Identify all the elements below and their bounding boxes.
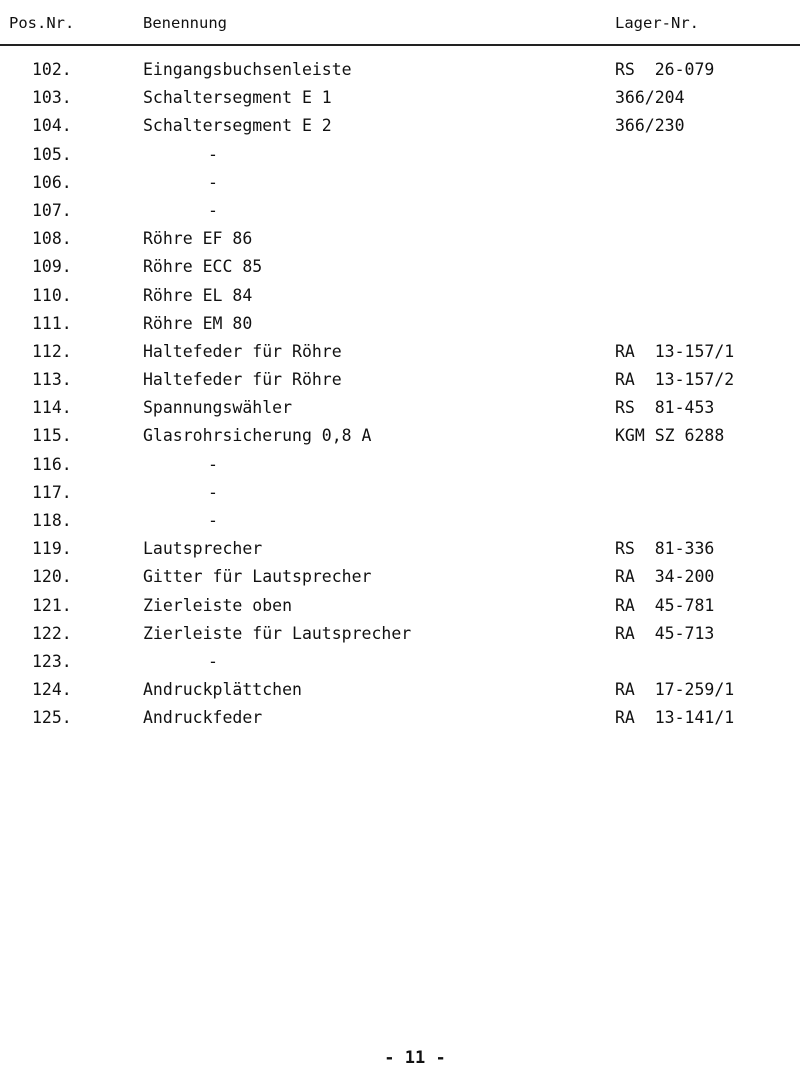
page-number: - 11 - (384, 1048, 446, 1068)
header-benennung: Benennung (143, 14, 227, 32)
table-row (0, 483, 800, 511)
row-lager-nr: 366/204 (615, 88, 685, 108)
row-lager-nr: RA 45-781 (615, 595, 715, 615)
row-benennung: Gitter für Lautsprecher (143, 567, 372, 587)
row-benennung: Spannungswähler (143, 398, 293, 418)
row-pos-nr: 115. (32, 426, 72, 446)
row-lager-nr: RS 81-453 (615, 398, 715, 418)
row-benennung: - (208, 454, 218, 474)
row-benennung: Schaltersegment E 2 (143, 116, 332, 136)
row-benennung: - (208, 482, 218, 502)
row-pos-nr: 109. (32, 257, 72, 277)
row-pos-nr: 121. (32, 595, 72, 615)
header-pos-nr: Pos.Nr. (9, 14, 75, 32)
table-row (0, 173, 800, 201)
row-lager-nr: RA 17-259/1 (615, 680, 735, 700)
row-lager-nr: RA 13-157/2 (615, 370, 735, 390)
header-divider (0, 44, 800, 46)
table-row (0, 539, 800, 567)
table-row (0, 708, 800, 736)
row-benennung: Röhre EF 86 (143, 229, 253, 249)
row-benennung: Zierleiste oben (143, 595, 293, 615)
row-lager-nr: RS 81-336 (615, 539, 715, 559)
table-row (0, 229, 800, 257)
row-benennung: Haltefeder für Röhre (143, 370, 342, 390)
row-pos-nr: 120. (32, 567, 72, 587)
row-lager-nr: RA 13-157/1 (615, 341, 735, 361)
row-benennung: Schaltersegment E 1 (143, 88, 332, 108)
parts-table (0, 60, 800, 737)
table-row (0, 286, 800, 314)
row-lager-nr: 366/230 (615, 116, 685, 136)
row-pos-nr: 104. (32, 116, 72, 136)
row-pos-nr: 112. (32, 341, 72, 361)
row-benennung: Andruckplättchen (143, 680, 302, 700)
table-row (0, 567, 800, 595)
table-row (0, 145, 800, 173)
row-benennung: Zierleiste für Lautsprecher (143, 623, 412, 643)
row-pos-nr: 113. (32, 370, 72, 390)
row-pos-nr: 117. (32, 482, 72, 502)
table-row (0, 314, 800, 342)
row-pos-nr: 107. (32, 200, 72, 220)
row-benennung: - (208, 172, 218, 192)
row-benennung: - (208, 651, 218, 671)
table-row (0, 596, 800, 624)
row-lager-nr: RA 45-713 (615, 623, 715, 643)
row-lager-nr: RA 13-141/1 (615, 708, 735, 728)
row-pos-nr: 114. (32, 398, 72, 418)
table-row (0, 680, 800, 708)
row-benennung: Andruckfeder (143, 708, 263, 728)
table-row (0, 426, 800, 454)
row-benennung: - (208, 200, 218, 220)
row-pos-nr: 125. (32, 708, 72, 728)
table-row (0, 201, 800, 229)
table-row (0, 455, 800, 483)
row-benennung: Haltefeder für Röhre (143, 341, 342, 361)
row-pos-nr: 124. (32, 680, 72, 700)
row-pos-nr: 105. (32, 144, 72, 164)
row-lager-nr: KGM SZ 6288 (615, 426, 725, 446)
row-lager-nr: RA 34-200 (615, 567, 715, 587)
table-row (0, 342, 800, 370)
row-pos-nr: 110. (32, 285, 72, 305)
row-pos-nr: 103. (32, 88, 72, 108)
row-pos-nr: 111. (32, 313, 72, 333)
header-lager-nr: Lager-Nr. (615, 14, 699, 32)
row-pos-nr: 119. (32, 539, 72, 559)
row-benennung: Röhre ECC 85 (143, 257, 263, 277)
table-row (0, 257, 800, 285)
row-benennung: Eingangsbuchsenleiste (143, 60, 352, 79)
row-pos-nr: 118. (32, 511, 72, 530)
row-benennung: Röhre EM 80 (143, 313, 253, 333)
table-row (0, 511, 800, 539)
table-row (0, 60, 800, 88)
row-lager-nr: RS 26-079 (615, 60, 715, 79)
row-pos-nr: 102. (32, 60, 72, 79)
row-benennung: - (208, 511, 218, 530)
table-row (0, 652, 800, 680)
row-pos-nr: 116. (32, 454, 72, 474)
row-pos-nr: 108. (32, 229, 72, 249)
table-row (0, 116, 800, 144)
table-row (0, 88, 800, 116)
table-header (0, 14, 800, 38)
table-row (0, 624, 800, 652)
row-benennung: Glasrohrsicherung 0,8 A (143, 426, 372, 446)
table-row (0, 370, 800, 398)
row-pos-nr: 122. (32, 623, 72, 643)
table-row (0, 398, 800, 426)
row-benennung: Lautsprecher (143, 539, 263, 559)
row-pos-nr: 106. (32, 172, 72, 192)
row-pos-nr: 123. (32, 651, 72, 671)
row-benennung: - (208, 144, 218, 164)
row-benennung: Röhre EL 84 (143, 285, 253, 305)
